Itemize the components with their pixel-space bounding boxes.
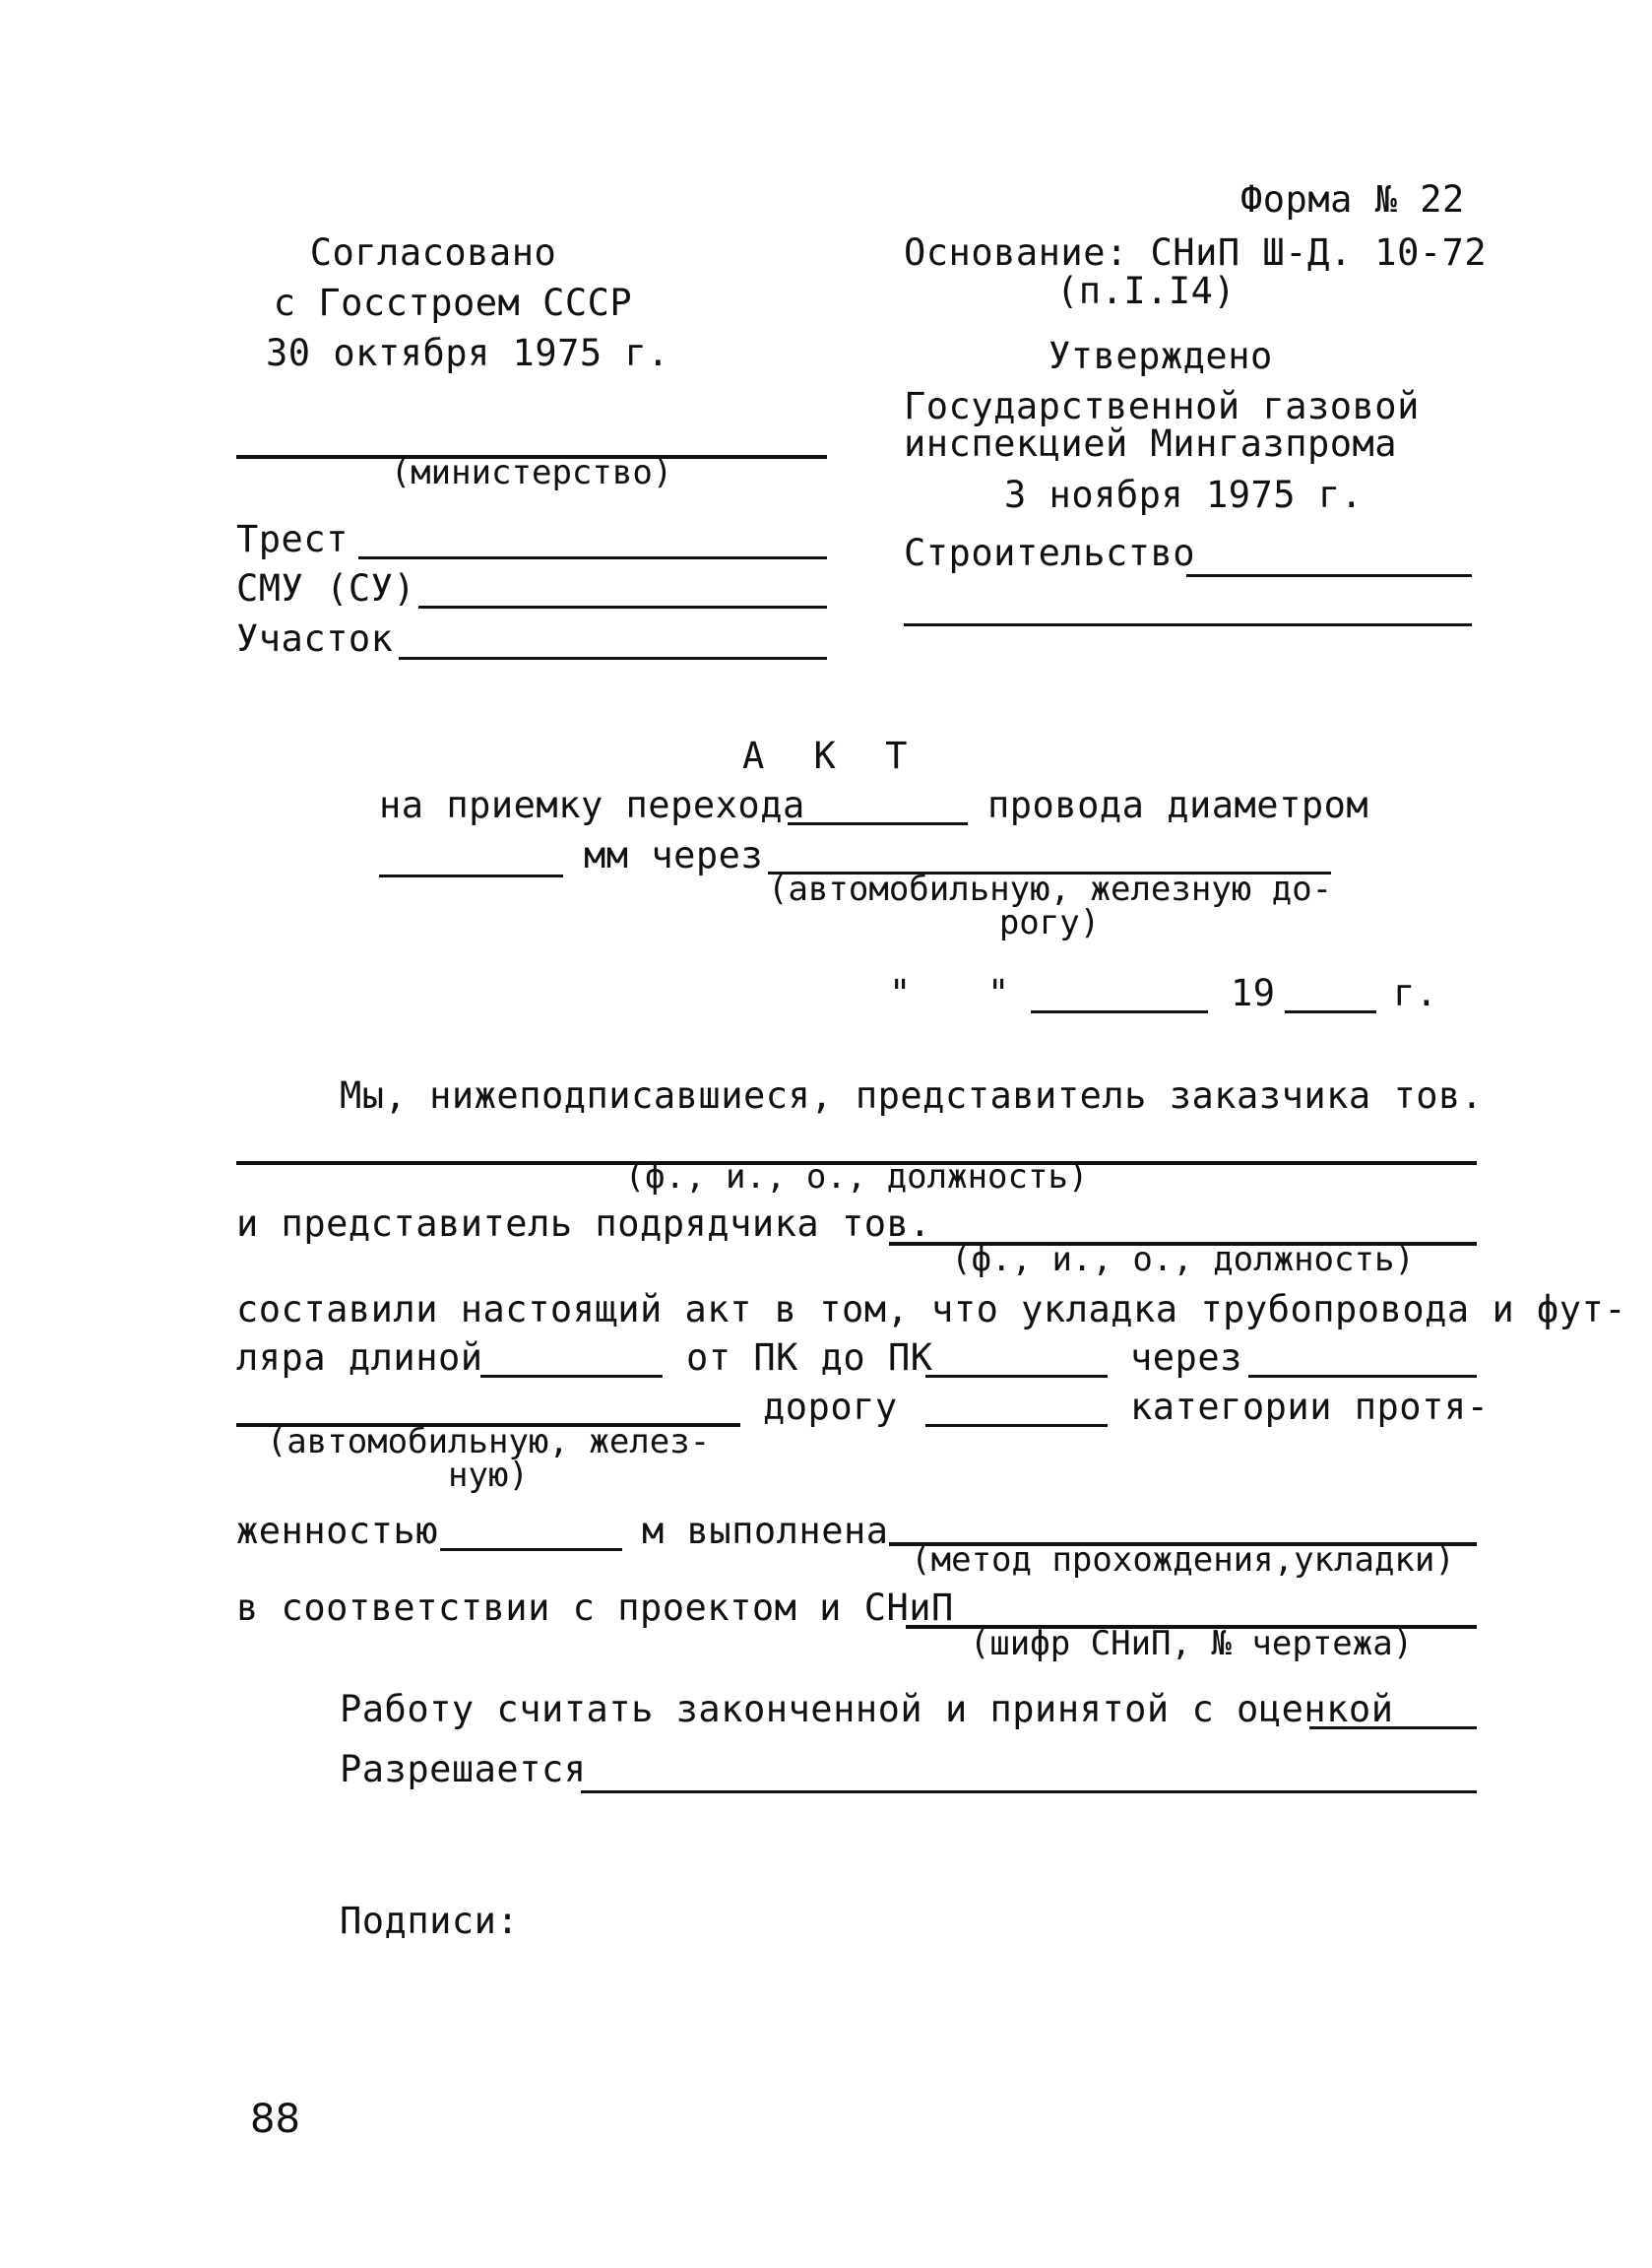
length-line xyxy=(480,1375,663,1378)
body-p5-b: категории протя- xyxy=(1130,1386,1490,1428)
agreed-line2: с Госстроем СССР xyxy=(273,282,633,324)
smu-label: СМУ (СУ) xyxy=(236,567,416,610)
pass-line xyxy=(788,822,968,825)
body-p4-c: через xyxy=(1130,1336,1242,1379)
act-line1-b: провода диаметром xyxy=(987,784,1369,826)
approved-title: Утверждено xyxy=(1048,335,1273,377)
agreed-line3: 30 октября 1975 г. xyxy=(266,332,669,374)
body-p8: Работу считать законченной и принятой с оценкой xyxy=(340,1688,1394,1730)
body-p6-b: м выполнена xyxy=(642,1510,889,1552)
date-quote-open: " xyxy=(889,972,912,1014)
body-p4-b: от ПК до ПК xyxy=(686,1336,933,1379)
method-caption: (метод прохождения,укладки) xyxy=(911,1540,1455,1580)
construction-label: Строительство xyxy=(904,532,1196,574)
act-title: А К Т xyxy=(742,735,921,777)
approved-line3: 3 ноября 1975 г. xyxy=(1004,474,1364,516)
trust-line xyxy=(358,556,827,559)
permit-line xyxy=(581,1790,1477,1793)
act-line1-a: на приемку перехода xyxy=(379,784,805,826)
basis-line1: Основание: СНиП Ш-Д. 10-72 xyxy=(904,231,1488,274)
pk-line xyxy=(925,1375,1108,1378)
road-caption-3b: ную) xyxy=(448,1456,529,1495)
date-quote-close: " xyxy=(987,972,1010,1014)
body-p7: в соответствии с проектом и СНиП xyxy=(236,1587,954,1629)
page-number: 88 xyxy=(250,2097,300,2142)
date-year-line xyxy=(1285,1010,1376,1013)
basis-line2: (п.I.I4) xyxy=(1056,270,1237,312)
road-caption-2: рогу) xyxy=(998,903,1101,942)
approved-line1: Государственной газовой xyxy=(904,385,1420,427)
fio-caption-1: (ф., и., о., должность) xyxy=(624,1157,1089,1197)
grade-line xyxy=(1309,1726,1477,1729)
section-label: Участок xyxy=(236,617,394,660)
snip-caption: (шифр СНиП, № чертежа) xyxy=(969,1624,1414,1663)
diameter-line xyxy=(379,875,563,877)
body-p4-a: ляра длиной xyxy=(236,1336,483,1379)
body-p3: составили настоящий акт в том, что укладка трубопровода и фут- xyxy=(236,1288,1627,1330)
smu-line xyxy=(418,606,827,609)
signatures-label: Подписи: xyxy=(340,1900,520,1942)
body-p2: и представитель подрядчика тов. xyxy=(236,1202,932,1245)
road-caption-1: (автомобильную, железную до- xyxy=(768,870,1333,909)
construction-line xyxy=(1186,574,1472,577)
road-caption-3a: (автомобильную, желез- xyxy=(266,1422,711,1461)
date-suffix: г. xyxy=(1393,972,1438,1014)
date-month-line xyxy=(1031,1010,1208,1013)
agreed-line1: Согласовано xyxy=(309,231,557,274)
trust-label: Трест xyxy=(236,518,349,560)
extent-line xyxy=(440,1548,622,1551)
construction-line-2 xyxy=(904,623,1472,626)
body-p6-a: женностью xyxy=(236,1510,438,1552)
act-line2-a: мм через xyxy=(584,834,764,876)
fio-caption-2: (ф., и., о., должность) xyxy=(951,1240,1415,1279)
body-p1: Мы, нижеподписавшиеся, представитель заказчика тов. xyxy=(340,1074,1484,1117)
body-p5-a: дорогу xyxy=(763,1386,898,1428)
section-line xyxy=(399,657,827,660)
body-p9: Разрешается xyxy=(340,1748,587,1790)
approved-line2: инспекцией Мингазпрома xyxy=(904,422,1398,465)
ministry-caption: (министерство) xyxy=(390,453,673,492)
form-number: Форма № 22 xyxy=(1240,178,1465,221)
through-line xyxy=(1248,1375,1477,1378)
category-line xyxy=(925,1424,1108,1427)
date-year: 19 xyxy=(1231,972,1276,1014)
